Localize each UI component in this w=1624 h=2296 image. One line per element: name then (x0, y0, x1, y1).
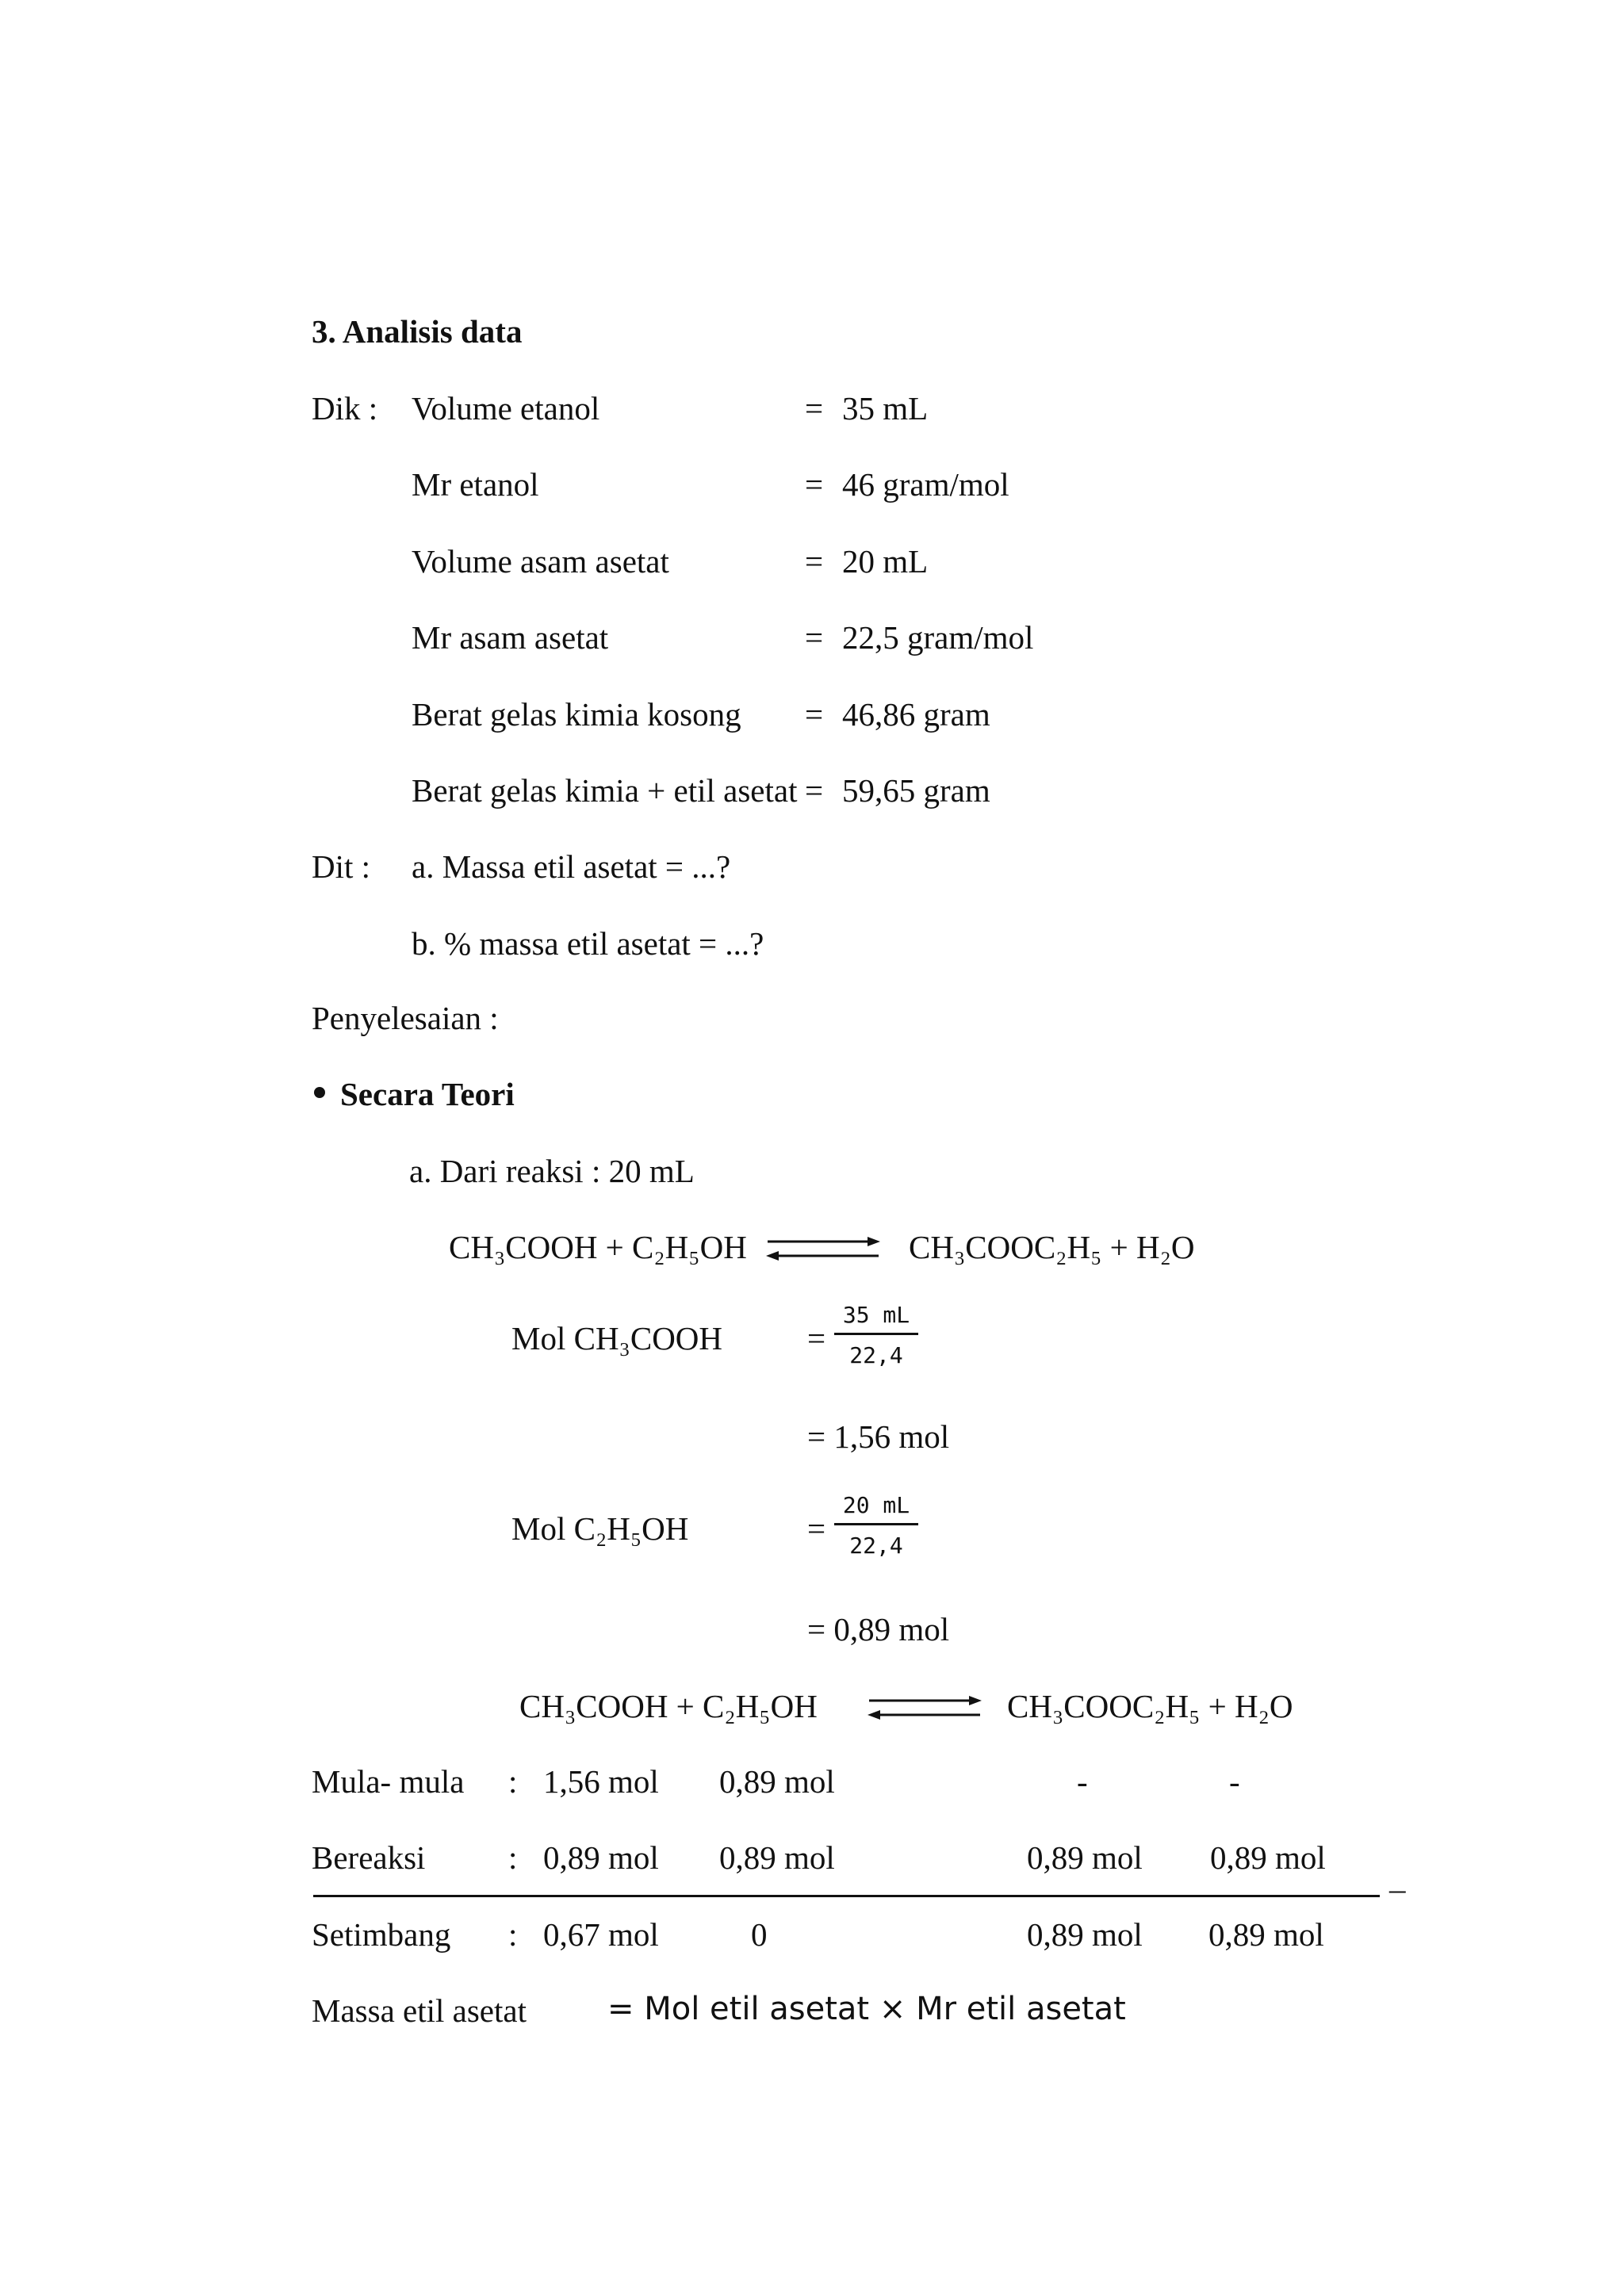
dit-item: a. Massa etil asetat = ...? (412, 848, 731, 885)
dik-item-value: 35 mL (842, 390, 929, 427)
equilibrium-arrow-icon (763, 1230, 883, 1267)
bullet-heading: Secara Teori (340, 1076, 515, 1112)
equilibrium-arrow-icon (864, 1689, 985, 1726)
row-cell: 0,89 mol (543, 1839, 659, 1876)
mol-ch3cooh-eq: = (807, 1320, 826, 1357)
mol-c2h5oh-fraction (834, 1494, 918, 1557)
dik-item-value: 46,86 gram (842, 696, 990, 733)
minus-sign: – (1389, 1870, 1406, 1907)
dik-item-value: 22,5 gram/mol (842, 619, 1034, 656)
row-cell: 0 (751, 1916, 768, 1953)
reaction-right: CH₃COOC₂H₅ + H₂O (909, 1229, 1195, 1265)
fraction-numerator: 35 mL (834, 1304, 918, 1335)
sub-a-text: a. Dari reaksi : 20 mL (409, 1153, 695, 1189)
fraction-denominator: 22,4 (849, 1533, 903, 1559)
row-cell: 0,89 mol (719, 1763, 835, 1800)
row-cell: - (1229, 1763, 1240, 1800)
dik-item-eq: = (805, 543, 824, 580)
row-cell: 0,89 mol (1027, 1916, 1143, 1953)
row-label-bereaksi: Bereaksi (312, 1839, 426, 1876)
dik-item-eq: = (805, 466, 824, 503)
row-cell: 0,89 mol (1027, 1839, 1143, 1876)
row-colon: : (508, 1763, 518, 1800)
dik-item-name: Volume etanol (412, 390, 600, 427)
dik-item-name: Berat gelas kimia + etil asetat (412, 772, 798, 809)
subtraction-line (313, 1895, 1380, 1897)
dik-item-name: Berat gelas kimia kosong (412, 696, 741, 733)
row-colon: : (508, 1839, 518, 1876)
table-reaction-right: CH₃COOC₂H₅ + H₂O (1007, 1688, 1293, 1724)
massa-formula: = Mol etil asetat × Mr etil asetat (607, 1991, 1126, 2027)
penyelesaian-label: Penyelesaian : (312, 1000, 499, 1036)
dit-label: Dit : (312, 848, 371, 885)
row-label-setimbang: Setimbang (312, 1916, 451, 1953)
row-label-mula: Mula- mula (312, 1763, 465, 1800)
row-cell: - (1077, 1763, 1088, 1800)
mol-c2h5oh-result: = 0,89 mol (807, 1611, 950, 1647)
row-colon: : (508, 1916, 518, 1953)
dik-item-name: Volume asam asetat (412, 543, 669, 580)
row-cell: 1,56 mol (543, 1763, 659, 1800)
dik-item-eq: = (805, 390, 824, 427)
section-title: 3. Analisis data (312, 313, 523, 350)
reaction-left: CH₃COOH + C₂H₅OH (449, 1229, 747, 1265)
bullet-dot (314, 1087, 325, 1098)
mol-ch3cooh-result: = 1,56 mol (807, 1418, 950, 1455)
table-reaction-left: CH₃COOH + C₂H₅OH (519, 1688, 818, 1724)
dik-item-eq: = (805, 772, 824, 809)
dik-item-eq: = (805, 696, 824, 733)
dik-item-name: Mr etanol (412, 466, 539, 503)
row-cell: 0,89 mol (719, 1839, 835, 1876)
row-cell: 0,67 mol (543, 1916, 659, 1953)
dik-item-value: 20 mL (842, 543, 929, 580)
dit-item: b. % massa etil asetat = ...? (412, 925, 764, 962)
dik-item-eq: = (805, 619, 824, 656)
mol-ch3cooh-fraction (834, 1304, 918, 1367)
mol-c2h5oh-eq: = (807, 1510, 826, 1547)
row-cell: 0,89 mol (1210, 1839, 1326, 1876)
dik-item-name: Mr asam asetat (412, 619, 609, 656)
fraction-denominator: 22,4 (849, 1342, 903, 1368)
mol-c2h5oh-label: Mol C₂H₅OH (511, 1510, 689, 1547)
fraction-numerator: 20 mL (834, 1494, 918, 1525)
dik-item-value: 46 gram/mol (842, 466, 1009, 503)
massa-label: Massa etil asetat (312, 1992, 527, 2029)
dik-item-value: 59,65 gram (842, 772, 990, 809)
mol-ch3cooh-label: Mol CH₃COOH (511, 1320, 723, 1357)
row-cell: 0,89 mol (1208, 1916, 1324, 1953)
dik-label: Dik : (312, 390, 378, 427)
